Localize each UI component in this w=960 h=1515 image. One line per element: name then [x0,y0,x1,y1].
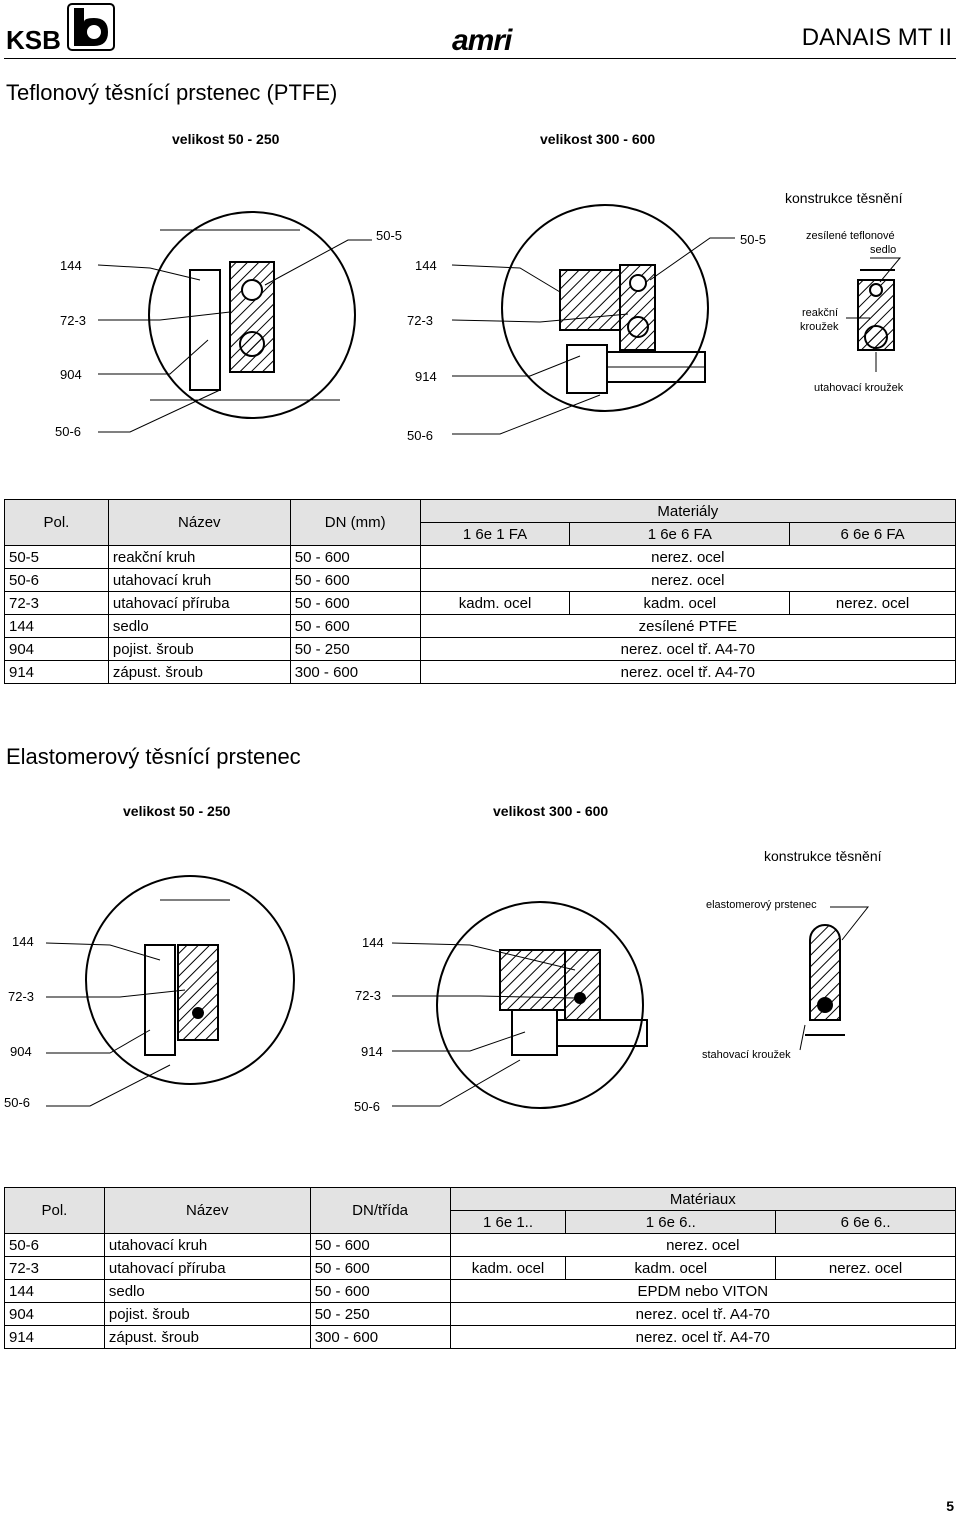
table-row [5,1303,956,1326]
cell-pos: 50-5 [5,546,109,569]
cell-material: nerez. ocel tř. A4-70 [420,661,955,684]
elast-size-small: velikost 50 - 250 [123,803,231,819]
cell-material: nerez. ocel [420,569,955,592]
ptfe-left-label-50-5: 50-5 [376,228,403,243]
ptfe-detail-reinforced: zesílené teflonové [806,230,895,242]
cell-name: sedlo [104,1280,310,1303]
table-row [5,615,956,638]
elast-th-materials: Matériaux [450,1188,955,1211]
cell-material: nerez. ocel [420,546,955,569]
elast-materials-table [4,1187,956,1349]
elast-construction-label: konstrukce těsnění [764,848,882,864]
elast-detail-clamp: stahovací kroužek [702,1049,791,1061]
ksb-logo-text: KSB [6,25,61,52]
elast-left-label-50-6: 50-6 [4,1095,31,1110]
elast-detail-drawing [805,925,845,1035]
cell-pos: 72-3 [5,592,109,615]
cell-name: pojist. šroub [104,1303,310,1326]
ptfe-th-pos: Pol. [5,500,109,546]
cell-material: zesílené PTFE [420,615,955,638]
ptfe-th-mat-2: 1 6e 6 FA [570,523,790,546]
cell-dn: 50 - 600 [290,569,420,592]
ptfe-large-drawing [502,205,708,411]
cell-dn: 50 - 600 [310,1234,450,1257]
cell-name: reakční kruh [108,546,290,569]
table-row [5,546,956,569]
elast-right-label-914: 914 [361,1044,383,1059]
ptfe-right-label-914: 914 [415,369,437,384]
ptfe-left-label-50-6: 50-6 [55,424,82,439]
cell-dn: 50 - 600 [290,546,420,569]
cell-pos: 50-6 [5,569,109,592]
elast-section-title: Elastomerový těsnící prstenec [6,744,301,769]
elast-right-label-144: 144 [362,935,384,950]
cell-material: nerez. ocel tř. A4-70 [450,1303,955,1326]
cell-dn: 50 - 250 [310,1303,450,1326]
table-row [5,569,956,592]
ptfe-th-mat-3: 6 6e 6 FA [790,523,956,546]
cell-pos: 914 [5,661,109,684]
ptfe-size-small: velikost 50 - 250 [172,131,280,147]
amri-logo: amri [452,24,512,57]
cell-name: utahovací příruba [108,592,290,615]
cell-pos: 144 [5,615,109,638]
elast-th-dn: DN/třída [310,1188,450,1234]
cell-dn: 300 - 600 [290,661,420,684]
ptfe-construction-label: konstrukce těsnění [785,190,903,206]
cell-name: utahovací kruh [104,1234,310,1257]
cell-name: zápust. šroub [104,1326,310,1349]
ptfe-materials-table [4,499,956,684]
ptfe-right-label-50-5: 50-5 [740,232,767,247]
cell-material-1: kadm. ocel [420,592,570,615]
table-row [5,592,956,615]
cell-pos: 50-6 [5,1234,105,1257]
cell-pos: 72-3 [5,1257,105,1280]
ptfe-section-title: Teflonový těsnící prstenec (PTFE) [6,80,338,105]
ptfe-size-large: velikost 300 - 600 [540,131,656,147]
elast-th-pos: Pol. [5,1188,105,1234]
cell-material-3: nerez. ocel [776,1257,956,1280]
cell-pos: 914 [5,1326,105,1349]
elast-th-mat-3: 6 6e 6.. [776,1211,956,1234]
cell-dn: 50 - 600 [290,592,420,615]
cell-name: zápust. šroub [108,661,290,684]
elast-left-label-144: 144 [12,934,34,949]
cell-name: pojist. šroub [108,638,290,661]
ptfe-small-drawing [149,212,355,418]
page-number: 5 [946,1498,954,1514]
ptfe-detail-seat: sedlo [870,244,897,256]
cell-name: utahovací kruh [108,569,290,592]
table-row [5,1257,956,1280]
cell-pos: 904 [5,1303,105,1326]
elast-detail-ring: elastomerový prstenec [706,899,817,911]
ptfe-right-label-50-6: 50-6 [407,428,434,443]
table-row [5,1280,956,1303]
table-row [5,638,956,661]
ptfe-right-label-144: 144 [415,258,437,273]
ptfe-right-label-72-3: 72-3 [407,313,434,328]
table-row [5,1326,956,1349]
cell-material-2: kadm. ocel [566,1257,776,1280]
elast-th-mat-1: 1 6e 1.. [450,1211,566,1234]
elast-size-large: velikost 300 - 600 [493,803,609,819]
cell-name: utahovací příruba [104,1257,310,1280]
cell-material: EPDM nebo VITON [450,1280,955,1303]
ptfe-detail-clamp: utahovací kroužek [814,382,904,394]
elast-large-drawing [437,902,647,1108]
elast-small-drawing [86,876,294,1084]
elast-right-label-72-3: 72-3 [355,988,382,1003]
ptfe-left-label-904: 904 [60,367,82,382]
product-title: DANAIS MT II [801,24,952,51]
cell-material: nerez. ocel tř. A4-70 [450,1326,955,1349]
cell-dn: 50 - 600 [290,615,420,638]
cell-name: sedlo [108,615,290,638]
ptfe-th-dn: DN (mm) [290,500,420,546]
ptfe-large-leaders [452,238,735,434]
cell-dn: 50 - 250 [290,638,420,661]
elast-left-label-904: 904 [10,1044,32,1059]
cell-material-3: nerez. ocel [790,592,956,615]
cell-dn: 300 - 600 [310,1326,450,1349]
cell-material: nerez. ocel [450,1234,955,1257]
elast-th-mat-2: 1 6e 6.. [566,1211,776,1234]
ptfe-detail-reaction-1: reakční [802,307,839,319]
ptfe-left-label-72-3: 72-3 [60,313,87,328]
ptfe-left-label-144: 144 [60,258,82,273]
elast-th-name: Název [104,1188,310,1234]
cell-dn: 50 - 600 [310,1257,450,1280]
ptfe-detail-reaction-2: kroužek [800,321,839,333]
cell-dn: 50 - 600 [310,1280,450,1303]
elast-left-label-72-3: 72-3 [8,989,35,1004]
cell-material-1: kadm. ocel [450,1257,566,1280]
cell-material-2: kadm. ocel [570,592,790,615]
cell-pos: 144 [5,1280,105,1303]
ptfe-detail-drawing [858,270,895,350]
elast-right-label-50-6: 50-6 [354,1099,381,1114]
ptfe-th-materials: Materiály [420,500,955,523]
table-row [5,1234,956,1257]
table-row [5,661,956,684]
cell-pos: 904 [5,638,109,661]
ptfe-th-mat-1: 1 6e 1 FA [420,523,570,546]
ptfe-th-name: Název [108,500,290,546]
cell-material: nerez. ocel tř. A4-70 [420,638,955,661]
